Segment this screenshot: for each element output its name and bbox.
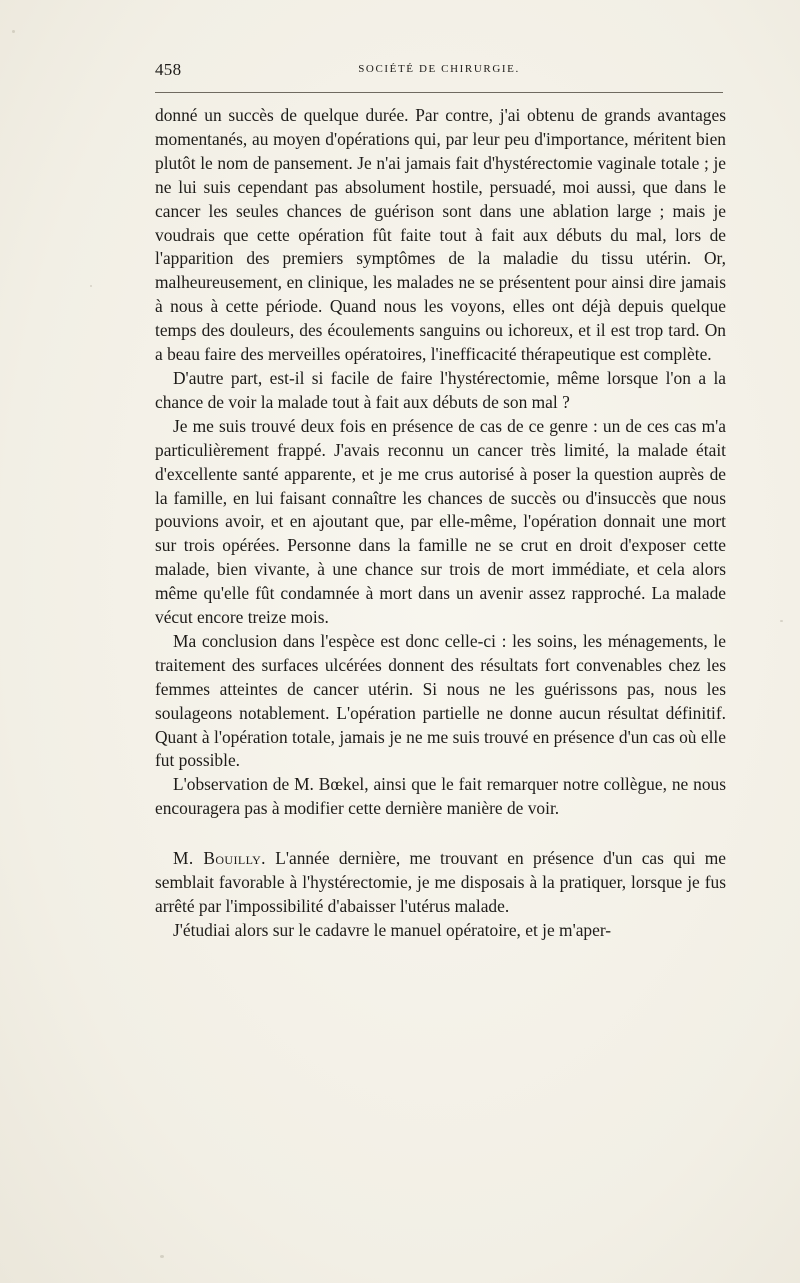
body-text [155, 104, 726, 943]
paper-speck [160, 1255, 164, 1258]
paragraph-conclusion: Ma conclusion dans l'espèce est donc celle-ci : les soins, les ménagements, le traitement des surfaces ulcérées donnent des résultats fort convenables chez les femmes atteintes de cancer utérin. Si nous ne les guérissons pas, nous les soulageons notablement. L'opération partielle ne donne aucun résultat définitif. Quant à l'opération totale, jamais je ne me suis trouvé en présence d'un cas où elle fut possible. [155, 630, 726, 771]
header-rule [155, 92, 723, 93]
speaker-name: M. Bouilly. [173, 848, 266, 869]
paper-speck [780, 620, 783, 622]
paper-speck [12, 30, 15, 33]
paragraph-cadaver-study: J'étudiai alors sur le cadavre le manuel opératoire, et je m'aper- [173, 919, 612, 940]
paragraph-case-report: Je me suis trouvé deux fois en présence de cas de ce genre : un de ces cas m'a particulièrement frappé. J'avais reconnu un cancer très limité, la malade était d'excellente santé apparente, et je me crus autorisé à poser la question auprès de la famille, en lui faisant connaître les chances de succès ou d'insuccès que nous pouvions avoir, et en ajoutant que, par elle-même, l'opération donnait une mort sur trois opérées. Personne dans la famille ne se crut en droit d'exposer cette malade, bien vivante, à une chance sur trois de mort immédiate, et cela alors même qu'elle fût condamnée à mort dans un avenir assez rapproché. La malade vécut encore treize mois. [155, 415, 726, 628]
bouilly-text: L'année dernière, me trouvant en présence d'un cas qui me semblait favorable à l'hystérectomie, je me disposais à la pratiquer, lorsque je fus arrêté par l'impossibilité d'abaisser l'utérus malade. [155, 848, 727, 916]
page-header [155, 60, 723, 86]
page-number: 458 [155, 60, 182, 79]
paragraph-boekel-observation: L'observation de M. Bœkel, ainsi que le fait remarquer notre collègue, ne nous encouragera pas à modifier cette dernière manière de voir. [155, 774, 726, 819]
paper-speck [90, 285, 92, 287]
paragraph-hysterectomy-question: D'autre part, est-il si facile de faire l'hystérectomie, même lorsque l'on a la chance de voir la malade tout à fait aux débuts de son mal ? [155, 367, 726, 412]
running-head: SOCIÉTÉ DE CHIRURGIE. [358, 63, 520, 75]
paragraph-bouilly-remarks [155, 847, 726, 919]
paragraph-continuation: donné un succès de quelque durée. Par contre, j'ai obtenu de grands avantages momentanés, au moyen d'opérations qui, par leur peu d'importance, méritent bien plutôt le nom de pansement. Je n'ai jamais fait d'hystérectomie vaginale totale ; je ne lui suis cependant pas absolument hostile, persuadé, moi aussi, que dans le cancer les seules chances de guérison sont dans une ablation large ; mais je voudrais que cette opération fût faite tout à fait aux débuts du mal, lors de l'apparition des premiers symptômes de la maladie du tissu utérin. Or, malheureusement, en clinique, les malades ne se présentent pour ainsi dire jamais à nous à cette période. Quand nous les voyons, elles ont déjà depuis quelque temps des douleurs, des écoulements sanguins ou ichoreux, et il est trop tard. On a beau faire des merveilles opératoires, l'inefficacité thérapeutique est complète. [155, 105, 726, 365]
